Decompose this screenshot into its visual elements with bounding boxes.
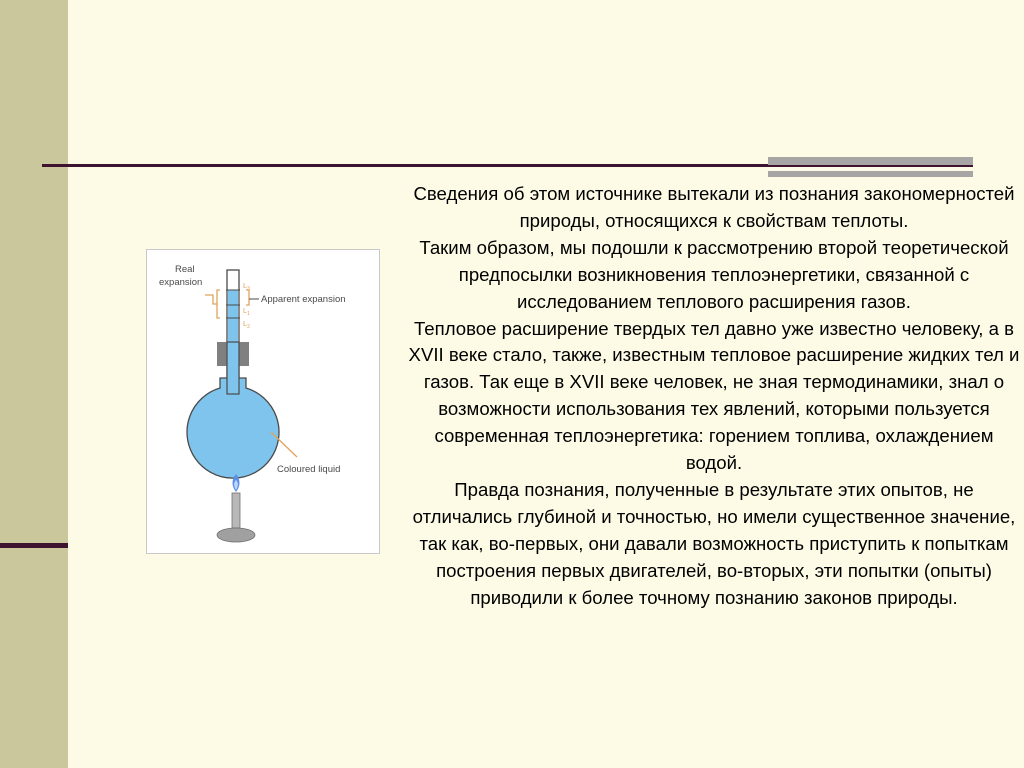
- paragraph-2: Таким образом, мы подошли к рассмотрению второй теоретической предпосылки возникновения теплоэнергетики, связанной с исследованием теплового расширения газов.: [419, 236, 1009, 312]
- flask-diagram: [147, 250, 379, 553]
- accent-bar-top: [768, 157, 973, 165]
- label-expansion: expansion: [159, 277, 203, 288]
- level-label-l1: $L_1$: [243, 306, 250, 317]
- paragraph-3: Тепловое расширение твердых тел давно уже известно человеку, а в XVII веке стало, также, известным тепловое расширение жидких тел и газов. Так еще в XVII веке человек, не зная термодинамики, знал о возможности использования тех явлений, которыми пользуется современная теплоэнергетика: горением топлива, охлаждением водой.: [408, 317, 1020, 474]
- burner-stem: [232, 493, 240, 528]
- slide-body-text: [408, 181, 1020, 612]
- label-apparent-expansion: Apparent expansion: [261, 294, 346, 305]
- tube-in-stopper: [227, 342, 239, 394]
- accent-bar-bottom: [768, 171, 973, 177]
- paragraph-1: Сведения об этом источнике вытекали из познания закономерностей природы, относящихся к свойствам теплоты.: [413, 183, 1015, 231]
- thermal-expansion-figure: [146, 249, 380, 554]
- label-coloured-liquid: Coloured liquid: [277, 464, 341, 475]
- left-decorative-band: [0, 0, 68, 768]
- label-real: Real: [175, 264, 195, 275]
- level-label-l2: $L_2$: [243, 319, 250, 330]
- left-band-divider: [0, 543, 68, 548]
- apparent-expansion-bracket: [246, 290, 249, 305]
- real-expansion-leader: [205, 295, 217, 304]
- paragraph-4: Правда познания, полученные в результате этих опытов, не отличались глубиной и точностью, но имели существенное значение, так как, во-первых, они давали возможность приступить к попыткам построения первых двигателей, во-вторых, эти попытки (опыты) приводили к более точному познанию законов природы.: [412, 478, 1016, 608]
- burner-base: [217, 528, 255, 542]
- level-label-l3: $L_3$: [243, 281, 250, 292]
- real-expansion-bracket: [217, 290, 220, 318]
